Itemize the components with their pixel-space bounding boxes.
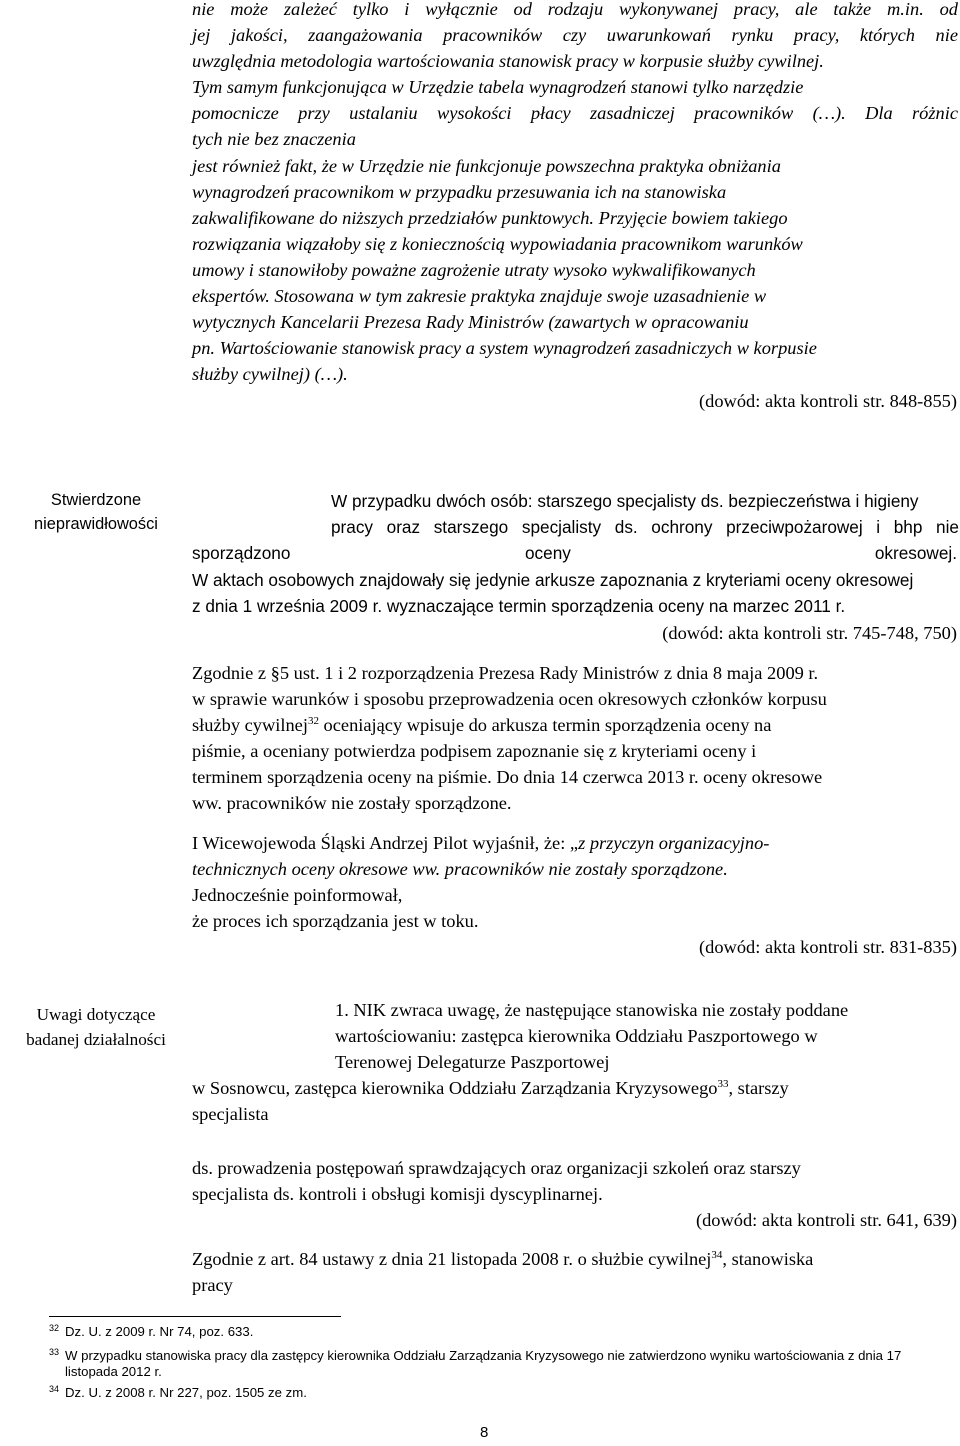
side-label-line: Stwierdzone bbox=[50, 491, 142, 509]
legal-line: terminem sporządzenia oceny na piśmie. Do dnia 14 czerwca 2013 r. oceny okresowe bbox=[192, 767, 823, 787]
quote-line: tych nie bez znaczenia bbox=[192, 129, 356, 149]
footnote-text: listopada 2012 r. bbox=[65, 1364, 162, 1379]
explanation-line bbox=[192, 830, 769, 856]
side-label-line: nieprawidłowości bbox=[34, 515, 158, 533]
legal-line: Zgodnie z §5 ust. 1 i 2 rozporządzenia Prezesa Rady Ministrów z dnia 8 maja 2009 r. bbox=[192, 663, 819, 683]
side-label-line: Uwagi dotyczące bbox=[36, 1005, 156, 1024]
evidence-reference: (dowód: akta kontroli str. 831-835) bbox=[699, 937, 957, 957]
footnote-text: W przypadku stanowiska pracy dla zastępcy kierownika Oddziału Zarządzania Kryzysowego nie zatwierdzono wyniku wartościowania z dnia 17 bbox=[65, 1348, 902, 1363]
finding-line: W przypadku dwóch osób: starszego specjalisty ds. bezpieczeństwa i higieny bbox=[331, 491, 919, 511]
finding-line: W aktach osobowych znajdowały się jedynie arkusze zapoznania z kryteriami oceny okresowej bbox=[192, 570, 914, 590]
footnote-text: Dz. U. z 2009 r. Nr 74, poz. 633. bbox=[65, 1324, 254, 1339]
footnote-number: 32 bbox=[49, 1323, 60, 1333]
legal-line bbox=[192, 712, 771, 738]
legal-line: w sprawie warunków i sposobu przeprowadzenia ocen okresowych członków korpusu bbox=[192, 689, 827, 709]
footnote bbox=[49, 1324, 959, 1340]
legal-line: ww. pracowników nie zostały sporządzone. bbox=[192, 793, 512, 813]
finding-line: okresowej. bbox=[874, 543, 957, 563]
quote-line: Tym samym funkcjonująca w Urzędzie tabela wynagrodzeń stanowi tylko narzędzie bbox=[192, 77, 804, 97]
evidence-reference: (dowód: akta kontroli str. 848-855) bbox=[699, 391, 957, 411]
footnote bbox=[49, 1347, 959, 1379]
footnote-ref: 33 bbox=[717, 1078, 729, 1090]
quote-line: rozwiązania wiązałoby się z koniecznością wypowiadania pracownikom warunków bbox=[192, 234, 803, 254]
quote-line: uwzględnia metodologia wartościowania stanowisk pracy w korpusie służby cywilnej. bbox=[192, 51, 824, 71]
quote-line: jej jakości, zaangażowania pracowników czy uwarunkowań rynku pracy, których nie bbox=[192, 25, 958, 45]
legal-text: służby cywilnej bbox=[192, 715, 308, 735]
explanation-line: że proces ich sporządzania jest w toku. bbox=[192, 911, 479, 931]
footnote-ref: 32 bbox=[307, 715, 319, 727]
explanation-line: technicznych oceny okresowe ww. pracowników nie zostały sporządzone. bbox=[192, 859, 728, 879]
footnote-separator bbox=[49, 1316, 341, 1317]
remarks-line: Terenowej Delegaturze Paszportowej bbox=[335, 1052, 610, 1072]
finding-line: sporządzono bbox=[192, 543, 291, 563]
footnote bbox=[49, 1385, 959, 1401]
quote-line: pomocnicze przy ustalaniu wysokości płacy zasadniczej pracowników (…). Dla różnic bbox=[192, 103, 958, 123]
explanation-quote: z przyczyn organizacyjno- bbox=[578, 833, 770, 853]
side-label-irregularities bbox=[0, 488, 192, 536]
remarks-legal-line bbox=[192, 1246, 813, 1272]
finding-line: pracy oraz starszego specjalisty ds. ochrony przeciwpożarowej i bhp nie bbox=[331, 517, 959, 537]
remarks-text: , starszy bbox=[728, 1078, 789, 1098]
remarks-legal-line: pracy bbox=[192, 1275, 233, 1295]
remarks-legal-text: , stanowiska bbox=[722, 1249, 814, 1269]
quote-line: zakwalifikowane do niższych przedziałów punktowych. Przyjęcie bowiem takiego bbox=[192, 208, 788, 228]
footnote-number: 34 bbox=[49, 1384, 60, 1394]
remarks-line: ds. prowadzenia postępowań sprawdzających oraz organizacji szkoleń oraz starszy bbox=[192, 1158, 801, 1178]
quote-line: umowy i stanowiłoby poważne zagrożenie utraty wysoko wykwalifikowanych bbox=[192, 260, 756, 280]
page-number: 8 bbox=[480, 1424, 489, 1441]
explanation-line: Jednocześnie poinformował, bbox=[192, 885, 403, 905]
side-label-remarks bbox=[0, 1002, 192, 1052]
remarks-line bbox=[192, 1075, 789, 1101]
quote-line: jest również fakt, że w Urzędzie nie funkcjonuje powszechna praktyka obniżania bbox=[192, 156, 781, 176]
footnote-ref: 34 bbox=[711, 1249, 723, 1261]
finding-line: z dnia 1 września 2009 r. wyznaczające termin sporządzenia oceny na marzec 2011 r. bbox=[192, 596, 846, 616]
side-label-line: badanej działalności bbox=[26, 1030, 166, 1049]
quote-line: ekspertów. Stosowana w tym zakresie praktyka znajduje swoje uzasadnienie w bbox=[192, 286, 767, 306]
legal-line: piśmie, a oceniany potwierdza podpisem zapoznanie się z kryteriami oceny i bbox=[192, 741, 757, 761]
footnote-number: 33 bbox=[49, 1347, 60, 1357]
quote-line: wytycznych Kancelarii Prezesa Rady Ministrów (zawartych w opracowaniu bbox=[192, 312, 749, 332]
quote-line: pn. Wartościowanie stanowisk pracy a system wynagrodzeń zasadniczych w korpusie bbox=[192, 338, 817, 358]
remarks-line: 1. NIK zwraca uwagę, że następujące stanowiska nie zostały poddane bbox=[335, 1000, 849, 1020]
remarks-text: w Sosnowcu, zastępca kierownika Oddziału Zarządzania Kryzysowego bbox=[192, 1078, 718, 1098]
evidence-reference: (dowód: akta kontroli str. 745-748, 750) bbox=[662, 623, 957, 643]
explanation-text: I Wicewojewoda Śląski Andrzej Pilot wyjaśnił, że: „ bbox=[192, 833, 579, 853]
remarks-legal-text: Zgodnie z art. 84 ustawy z dnia 21 listopada 2008 r. o służbie cywilnej bbox=[192, 1249, 712, 1269]
finding-line: oceny bbox=[525, 543, 571, 563]
evidence-reference: (dowód: akta kontroli str. 641, 639) bbox=[695, 1210, 957, 1230]
remarks-line: specjalista ds. kontroli i obsługi komisji dyscyplinarnej. bbox=[192, 1184, 603, 1204]
footnote-text: Dz. U. z 2008 r. Nr 227, poz. 1505 ze zm. bbox=[65, 1385, 307, 1400]
quote-line: służby cywilnej) (…). bbox=[192, 364, 348, 384]
remarks-line: specjalista bbox=[192, 1104, 269, 1124]
remarks-line: wartościowaniu: zastępca kierownika Oddziału Paszportowego w bbox=[335, 1026, 818, 1046]
legal-text: oceniający wpisuje do arkusza termin sporządzenia oceny na bbox=[318, 715, 772, 735]
quote-line: nie może zależeć tylko i wyłącznie od rodzaju wykonywanej pracy, ale także m.in. od bbox=[192, 0, 958, 19]
quote-line: wynagrodzeń pracownikom w przypadku przesuwania ich na stanowiska bbox=[192, 182, 727, 202]
